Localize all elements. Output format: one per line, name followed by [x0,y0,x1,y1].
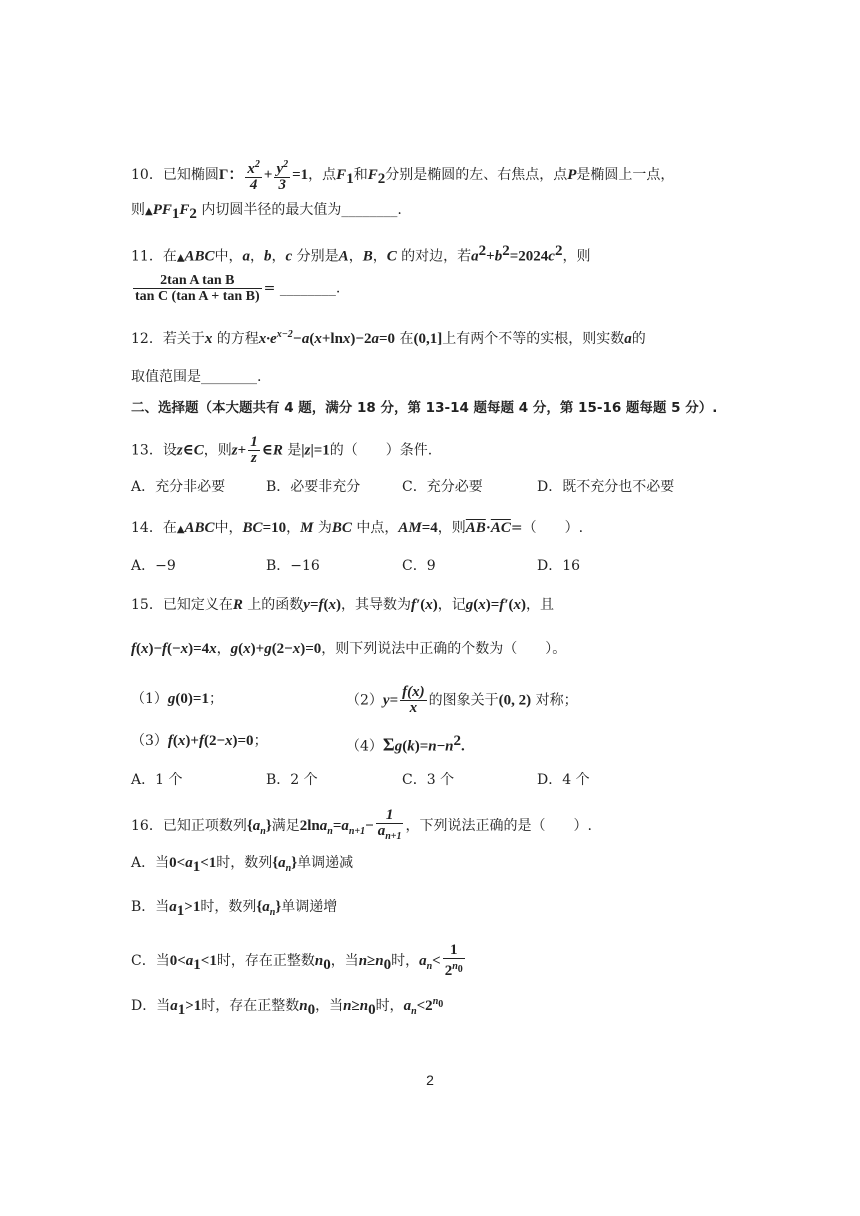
fraction-x2-4: $\frac{x^2}{4}$ [247,159,260,193]
page-number: 2 [426,1072,434,1088]
q15-statement-1: （1）g(0)=1； [131,691,223,707]
question-14: 14．在▲ABC中，BC=10，M 为BC 中点，AM=4，则$\overline{AB}\cdot\overline{AC}=$（ ）. [131,520,584,536]
q13-option-c[interactable]: C．充分必要 [402,479,483,495]
q13-option-b[interactable]: B．必要非充分 [266,479,361,495]
section-heading: 二、选择题（本大题共有 4 题，满分 18 分，第 13-14 题每题 4 分，第 15-16 题每题 5 分）. [131,400,718,416]
fraction-1-z: $\frac{1}{z}$ [250,434,258,466]
q15-statement-3: （3）f(x)+f(2−x)=0； [131,733,268,749]
question-12-cont: 取值范围是________. [131,369,262,385]
q14-option-a[interactable]: A．−9 [131,558,176,574]
question-11-fraction: $\frac{\text{2tan A tan B}}{\text{tan C (tan A + tan B)}}$ = ________. [135,273,341,304]
question-11: 11．在▲ABC中，a，b，c 分别是A，B，C 的对边，若$a^2+b^2=2024c^2$，则 [131,243,591,265]
fraction-y2-3: $\frac{y^2}{3}$ [276,159,289,193]
question-16: 16．已知正项数列$\{a_n\}$满足$2\ln a_n=a_{n+1}-$ $\frac{1}{a_{n+1}}$ ，下列说法正确的是（ ）. [131,807,592,842]
fraction-fx-x: $\frac{f(x)}{x}$ [402,684,425,716]
q14-option-d[interactable]: D．16 [537,558,581,574]
fraction-tan: $\frac{\text{2tan A tan B}}{\text{tan C (tan A + tan B)}}$ [135,273,260,304]
q15-option-a[interactable]: A．1 个 [131,772,183,788]
question-15-cont: f(x)−f(−x)=4x，g(x)+g(2−x)=0，则下列说法中正确的个数为（ ）。 [131,641,567,657]
question-10-cont: 则$▲PF_1F_2$ 内切圆半径的最大值为________. [131,202,402,222]
q16-option-c[interactable]: C．当$0<a_1<1$时，存在正整数$n_0$，当$n\ge n_0$时，$a_n<$ $\frac{1}{2^{n_0}}$ [131,942,463,979]
q15-option-c[interactable]: C．3 个 [402,772,455,788]
q13-option-d[interactable]: D．既不充分也不必要 [537,479,675,495]
q15-statement-2: （2）y= $\frac{f(x)}{x}$ 的图象关于(0, 2) 对称； [346,684,578,716]
question-15: 15．已知定义在R 上的函数y=f(x)，其导数为f′(x)，记g(x)=f′(x)，且 [131,597,555,613]
q14-option-c[interactable]: C．9 [402,558,436,574]
q15-option-b[interactable]: B．2 个 [266,772,318,788]
q15-statement-4: $(4)\Sigma g(k)=n-n^2$. [346,733,465,755]
question-10: 10．已知椭圆Γ： $\frac{x^2}{4}$ + $\frac{y^2}{3}$ =1，点$F_1$和$F_2$分别是椭圆的左、右焦点，点P是椭圆上一点， [131,159,675,193]
q13-option-a[interactable]: A．充分非必要 [131,479,226,495]
q15-option-d[interactable]: D．4 个 [537,772,590,788]
q16-option-d[interactable]: D．当$a_1>1$时，存在正整数$n_0$，当$n\ge n_0$时，$a_n<2^{n_0}$ [131,996,444,1018]
q16-option-b[interactable]: B．当$a_1>1$时，数列$\{a_n\}$单调递增 [131,899,338,919]
question-12: 12．若关于x 的方程$x\cdot e^{x-2}-a(x+\ln x)-2a=0$ 在(0,1]上有两个不等的实根，则实数a的 [131,329,646,347]
fraction-1-an1: $\frac{1}{a_{n+1}}$ [377,807,402,842]
q16-option-a[interactable]: A．当$0<a_1<1$时，数列$\{a_n\}$单调递减 [131,855,354,875]
q14-option-b[interactable]: B．−16 [266,558,320,574]
fraction-1-2n0: $\frac{1}{2^{n_0}}$ [444,942,463,979]
question-13: 13．设z∈C，则z+ $\frac{1}{z}$ ∈R 是|z|=1的（ ）条件. [131,434,433,466]
